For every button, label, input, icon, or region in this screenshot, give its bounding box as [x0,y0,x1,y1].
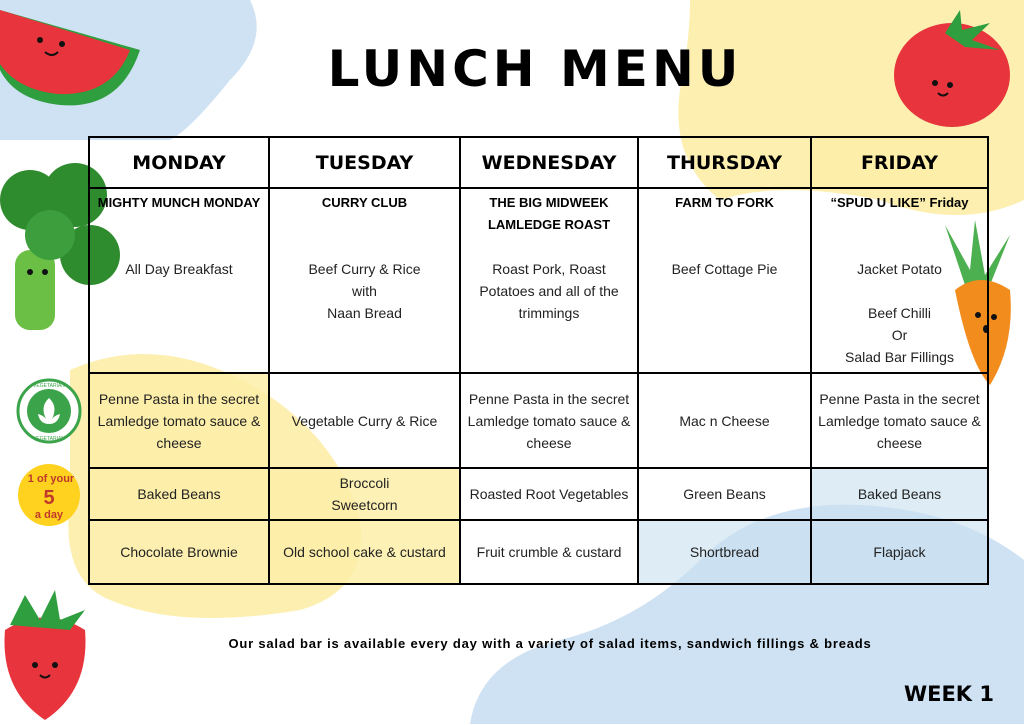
main-dish: Jacket Potato Beef Chilli Or Salad Bar Fillings [845,261,954,365]
side-dish: Roasted Root Vegetables [469,486,629,502]
dessert: Old school cake & custard [283,544,446,560]
menu-cell [89,373,269,468]
menu-cell [89,468,269,520]
menu-cell [89,188,269,373]
menu-cell [269,188,460,373]
day-header: MONDAY [89,137,269,188]
theme-title: MIGHTY MUNCH MONDAY [97,195,261,210]
five-a-day-line2: a day [34,509,64,521]
menu-cell [460,520,638,584]
menu-table [88,136,989,585]
menu-cell [638,468,811,520]
theme-title: FARM TO FORK [675,195,774,210]
side-dish: Baked Beans [137,486,221,502]
theme-title: “SPUD U LIKE” Friday [830,195,969,210]
side-dish: Baked Beans [857,486,942,502]
menu-cell [811,520,988,584]
vegetarian-badge-top: VEGETARIAN [33,383,65,389]
day-header-row [89,137,988,188]
menu-cell [269,520,460,584]
sides-row [89,468,988,520]
menu-cell [638,373,811,468]
menu-cell [811,468,988,520]
vegetarian-badge-bottom: VEGETARIAN [33,436,65,442]
five-a-day-line1: 1 of your [27,473,75,485]
main-course-row [89,188,988,373]
dessert-row [89,520,988,584]
vegetarian-dish: Penne Pasta in the secret Lamledge tomato sauce & cheese [467,390,631,451]
week-label: WEEK 1 [903,682,994,706]
day-header: FRIDAY [811,137,988,188]
dessert: Fruit crumble & custard [476,544,622,560]
side-dish: Green Beans [683,486,766,502]
menu-cell [269,468,460,520]
dessert: Shortbread [689,544,760,560]
vegetarian-row [89,373,988,468]
side-dish: Broccoli Sweetcorn [331,475,398,513]
menu-cell [811,188,988,373]
menu-cell [811,373,988,468]
main-dish: All Day Breakfast [125,261,233,277]
page-title: LUNCH MENU [327,40,743,98]
menu-cell [460,188,638,373]
menu-cell [460,373,638,468]
menu-cell [638,188,811,373]
vegetarian-dish: Penne Pasta in the secret Lamledge tomato sauce & cheese [818,390,981,451]
strawberry-icon [0,590,95,725]
day-header: THURSDAY [638,137,811,188]
menu-cell [460,468,638,520]
theme-title: THE BIG MIDWEEK LAMLEDGE ROAST [487,195,611,232]
menu-cell [269,373,460,468]
five-a-day-badge-icon [16,462,82,528]
theme-title: CURRY CLUB [321,195,408,210]
salad-bar-note: Our salad bar is available every day with a variety of salad items, sandwich fillings & breads [228,636,872,651]
day-header: WEDNESDAY [460,137,638,188]
main-dish: Beef Cottage Pie [671,261,778,277]
dessert: Chocolate Brownie [120,544,238,560]
vegetarian-dish: Vegetable Curry & Rice [291,412,438,429]
menu-cell [89,520,269,584]
vegetarian-dish: Mac n Cheese [679,412,770,429]
main-dish: Roast Pork, Roast Potatoes and all of the trimmings [479,261,619,321]
dessert: Flapjack [873,544,926,560]
vegetarian-dish: Penne Pasta in the secret Lamledge tomato sauce & cheese [97,390,261,451]
main-dish: Beef Curry & Rice with Naan Bread [308,261,421,321]
five-a-day-number: 5 [43,487,55,509]
day-header: TUESDAY [269,137,460,188]
menu-cell [638,520,811,584]
vegetarian-badge-icon [16,378,82,444]
